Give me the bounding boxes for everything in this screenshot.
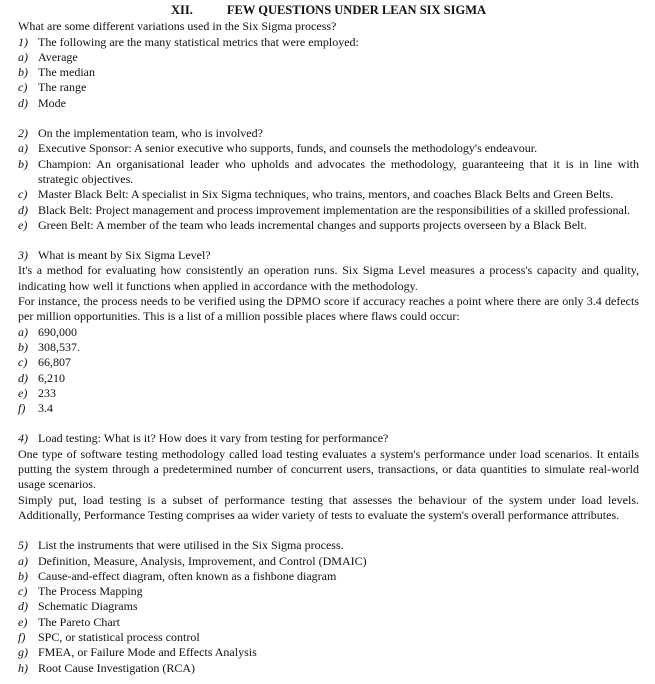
list-item-text: Cause-and-effect diagram, often known as a fishbone diagram bbox=[38, 568, 337, 583]
list-marker: d) bbox=[18, 599, 28, 614]
question-text: List the instruments that were utilised in the Six Sigma process. bbox=[38, 538, 344, 553]
list-marker: b) bbox=[18, 568, 28, 583]
list-marker: d) bbox=[18, 95, 28, 110]
question-text: Load testing: What is it? How does it vary from testing for performance? bbox=[38, 431, 389, 446]
list-marker: e) bbox=[18, 385, 28, 400]
list-marker: f) bbox=[18, 629, 26, 644]
list-marker: c) bbox=[18, 187, 28, 202]
list-item bbox=[18, 401, 639, 416]
list-item bbox=[18, 661, 639, 676]
question-5 bbox=[18, 538, 639, 553]
list-item-text: Executive Sponsor: A senior executive who supports, funds, and counsels the methodology's endeavour. bbox=[38, 141, 538, 156]
spacer bbox=[18, 111, 639, 126]
list-item bbox=[18, 141, 639, 156]
paragraph: One type of software testing methodology called load testing evaluates a system's performance under load scenarios. It entails putting the system through a predetermined number of concurrent users, transactions, or data quantities to simulate real-world usage scenarios. bbox=[18, 446, 639, 492]
list-marker: d) bbox=[18, 202, 28, 217]
list-item-text: 308,537. bbox=[38, 339, 80, 354]
list-item bbox=[18, 218, 639, 233]
list-item bbox=[18, 340, 639, 355]
spacer bbox=[18, 523, 639, 538]
section-heading bbox=[18, 3, 639, 18]
question-text: On the implementation team, who is involved? bbox=[38, 126, 263, 141]
list-item bbox=[18, 157, 639, 188]
list-item bbox=[18, 203, 639, 218]
list-item bbox=[18, 584, 639, 599]
paragraph: It's a method for evaluating how consistently an operation runs. Six Sigma Level measures a process's capacity and quality, indicating how well it functions when applied in accordance with the methodology. bbox=[18, 263, 639, 293]
list-item-text: Root Cause Investigation (RCA) bbox=[38, 660, 195, 675]
list-marker: e) bbox=[18, 614, 28, 629]
list-item-text: The median bbox=[38, 65, 95, 80]
list-marker: d) bbox=[18, 370, 28, 385]
list-item-text: Champion: An organisational leader who upholds and advocates the methodology, guaranteeing that it is in line with strategic objectives. bbox=[38, 156, 639, 186]
list-item-text: Black Belt: Project management and process improvement implementation are the responsibilities of a skilled professional. bbox=[38, 202, 631, 217]
list-item bbox=[18, 554, 639, 569]
list-marker: c) bbox=[18, 355, 28, 370]
list-item-text: Schematic Diagrams bbox=[38, 599, 138, 614]
list-item-text: 690,000 bbox=[38, 324, 77, 339]
list-item-text: SPC, or statistical process control bbox=[38, 629, 200, 644]
spacer bbox=[18, 233, 639, 248]
list-item bbox=[18, 599, 639, 614]
list-marker: c) bbox=[18, 584, 28, 599]
question-number: 3) bbox=[18, 248, 28, 263]
question-number: 4) bbox=[18, 431, 28, 446]
list-item bbox=[18, 615, 639, 630]
list-item bbox=[18, 371, 639, 386]
list-marker: g) bbox=[18, 645, 28, 660]
question-4 bbox=[18, 431, 639, 446]
list-item bbox=[18, 630, 639, 645]
list-item bbox=[18, 65, 639, 80]
question-number: 1) bbox=[18, 34, 28, 49]
list-marker: a) bbox=[18, 553, 28, 568]
question-text: What is meant by Six Sigma Level? bbox=[38, 248, 211, 263]
list-item-text: 3.4 bbox=[38, 401, 53, 416]
paragraph: For instance, the process needs to be verified using the DPMO score if accuracy reaches a point where there are only 3.4 defects per million opportunities. This is a list of a million possible places where flaws could occur: bbox=[18, 294, 639, 324]
section-title: FEW QUESTIONS UNDER LEAN SIX SIGMA bbox=[226, 3, 487, 17]
list-item-text: Green Belt: A member of the team who leads incremental changes and supports projects overseen by a Black Belt. bbox=[38, 217, 587, 232]
list-item-text: Master Black Belt: A specialist in Six Sigma techniques, who trains, mentors, and coaches Black Belts and Green Belts. bbox=[38, 187, 614, 202]
list-item bbox=[18, 645, 639, 660]
list-marker: a) bbox=[18, 141, 28, 156]
section-number: XII. bbox=[170, 3, 193, 17]
question-text: The following are the many statistical metrics that were employed: bbox=[38, 34, 359, 49]
list-item-text: 233 bbox=[38, 385, 56, 400]
list-item bbox=[18, 569, 639, 584]
list-item-text: The range bbox=[38, 80, 87, 95]
list-item bbox=[18, 386, 639, 401]
list-item-text: Mode bbox=[38, 95, 66, 110]
question-2 bbox=[18, 126, 639, 141]
question-1 bbox=[18, 35, 639, 50]
list-item-text: Average bbox=[38, 49, 78, 64]
paragraph: Simply put, load testing is a subset of performance testing that assesses the behaviour of the system under load levels. Additionally, Performance Testing comprises aa wider variety of tests to evaluate the system's overall performance attributes. bbox=[18, 492, 639, 522]
question-number: 5) bbox=[18, 538, 28, 553]
list-item bbox=[18, 50, 639, 65]
list-item-text: Definition, Measure, Analysis, Improvement, and Control (DMAIC) bbox=[38, 553, 367, 568]
list-item bbox=[18, 325, 639, 340]
list-item bbox=[18, 80, 639, 95]
list-item-text: The Process Mapping bbox=[38, 584, 143, 599]
question-3 bbox=[18, 248, 639, 263]
question-number: 2) bbox=[18, 126, 28, 141]
spacer bbox=[18, 416, 639, 431]
list-item bbox=[18, 187, 639, 202]
list-marker: h) bbox=[18, 660, 28, 675]
list-item-text: FMEA, or Failure Mode and Effects Analysis bbox=[38, 645, 257, 660]
list-item-text: 66,807 bbox=[38, 355, 71, 370]
list-marker: b) bbox=[18, 339, 28, 354]
list-marker: b) bbox=[18, 65, 28, 80]
list-marker: c) bbox=[18, 80, 28, 95]
intro-question: What are some different variations used in the Six Sigma process? bbox=[18, 19, 337, 34]
list-item-text: 6,210 bbox=[38, 370, 65, 385]
list-marker: b) bbox=[18, 156, 28, 171]
list-item bbox=[18, 355, 639, 370]
list-item-text: The Pareto Chart bbox=[38, 614, 120, 629]
list-marker: a) bbox=[18, 49, 28, 64]
list-item bbox=[18, 96, 639, 111]
list-marker: a) bbox=[18, 324, 28, 339]
list-marker: f) bbox=[18, 401, 26, 416]
list-marker: e) bbox=[18, 217, 28, 232]
